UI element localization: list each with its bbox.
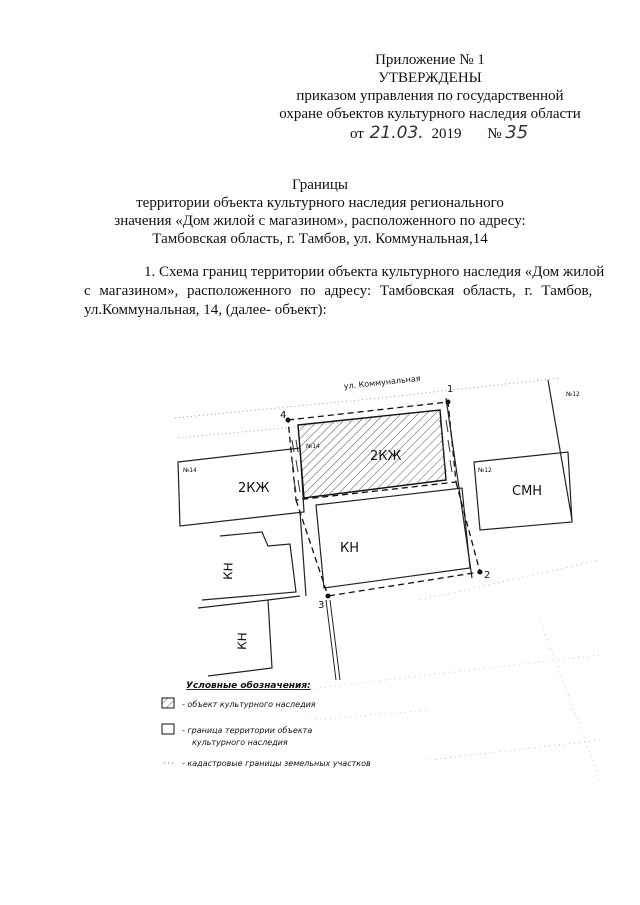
- order-line-1: приказом управления по государственной: [296, 88, 564, 104]
- order-date-line: от 21.03. 2019 № 35: [350, 122, 529, 143]
- doc-title: Границы: [291, 177, 349, 193]
- doc-subtitle-3: Тамбовская область, г. Тамбов, ул. Коммунальная,14: [152, 231, 488, 247]
- legend-title: Условные обозначения:: [186, 681, 311, 691]
- legend-hatched-swatch: [162, 698, 174, 708]
- para-line-3: ул.Коммунальная, 14, (далее- объект):: [84, 302, 327, 318]
- right-building-label: СМН: [512, 484, 543, 499]
- plot-number-hatched: №14: [306, 443, 320, 450]
- legend-item-territory: - граница территории объекта: [182, 726, 313, 735]
- handwritten-number: 35: [505, 122, 529, 143]
- plot-number-left: №14: [183, 467, 197, 474]
- approved-heading: УТВЕРЖДЕНЫ: [378, 70, 482, 86]
- center-building-label: КН: [340, 541, 360, 556]
- lower-left-label-1: КН: [221, 562, 236, 581]
- para-line-1: 1. Схема границ территории объекта культурного наследия «Дом жилой: [144, 264, 605, 280]
- point-1-label: 1: [447, 384, 454, 395]
- legend-item-territory-cont: культурного наследия: [192, 738, 288, 747]
- doc-subtitle-2: значения «Дом жилой с магазином», расположенного по адресу:: [114, 213, 526, 229]
- legend-item-cadastral: - кадастровые границы земельных участков: [182, 759, 371, 768]
- left-building-label: 2КЖ: [238, 481, 270, 496]
- lower-left-building-1: [202, 532, 296, 600]
- point-4-label: 4: [280, 410, 287, 421]
- street-label: ул. Коммунальная: [343, 373, 422, 391]
- appendix-number: Приложение № 1: [375, 52, 485, 68]
- hatched-building-label: 2КЖ: [370, 449, 402, 464]
- plot-number-small-right: №12: [566, 391, 580, 398]
- para-line-2: с магазином», расположенного по адресу: Тамбовская область, г. Тамбов,: [84, 283, 593, 299]
- doc-subtitle-1: территории объекта культурного наследия регионального: [136, 195, 504, 211]
- handwritten-date: 21.03.: [369, 123, 424, 143]
- point-2-label: 2: [484, 570, 491, 581]
- center-building-outline: [316, 488, 470, 588]
- legend-item-heritage: - объект культурного наследия: [182, 700, 316, 709]
- order-line-2: охране объектов культурного наследия области: [279, 106, 581, 122]
- legend-boundary-swatch: [162, 724, 174, 734]
- plot-number-right: №12: [478, 467, 492, 474]
- boundary-scheme: [0, 340, 640, 800]
- point-3-label: 3: [318, 600, 325, 611]
- lower-left-label-2: КН: [235, 632, 250, 651]
